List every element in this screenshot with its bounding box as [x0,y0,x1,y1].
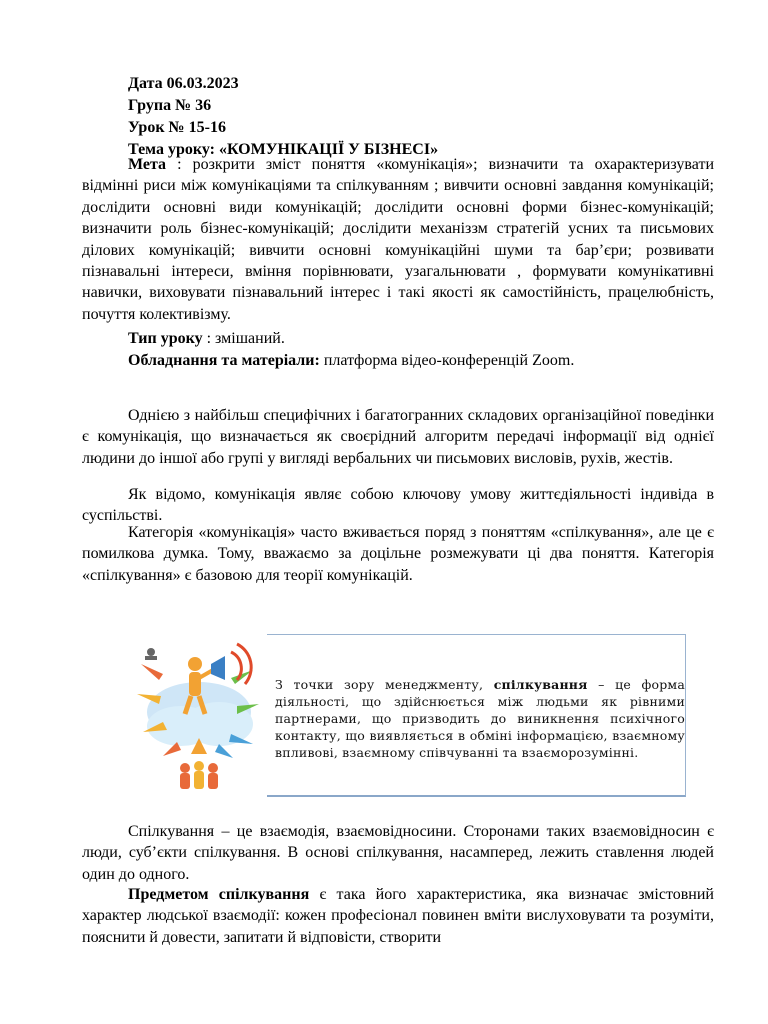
equipment-label: Обладнання та матеріали: [128,352,320,369]
goal-text: : розкрити зміст поняття «комунікація»; визначити та охарактеризувати відмінні риси між комунікаціями та спілкуванням ; вивчити основні завдання комунікацій; дослідити основні види комунікацій; дослідити основні форми бізнес-комунікацій; визначити роль бізнес-комунікацій; дослідити механіззм стратегій усних та письмових ділових комунікацій; вивчити основні комунікаційні шуми та бар’єри; розвивати пізнавальні інтереси, вміння порівнювати, узагальнювати , формувати комунікативні навички, виховувати пізнавальний інтерес і такі якості як самостійність, працелюбність, почуття колективізму. [82,156,714,323]
definition-text [275,676,685,761]
paragraph-subject [82,884,714,948]
goal-label: Мета [128,156,167,173]
lesson-date: Дата 06.03.2023 [128,75,239,92]
paragraph-key-condition: Як відомо, комунікація являє собою ключову умову життєдіяльності індивіда в суспільстві. [82,486,714,525]
group-number: Група № 36 [128,97,212,114]
lesson-type-label: Тип уроку [128,330,203,347]
lesson-type-line [128,328,285,350]
paragraph-category: Категорія «комунікація» часто вживається поряд з поняттям «спілкування», але це є помилкова думка. Тому, вважаємо за доцільне розмежувати ці два поняття. Категорія «спілкування» є базовою для теорії комунікацій. [82,524,714,584]
paragraph-communication-definition: Однією з найбільш специфічних і багатогранних складових організаційної поведінки є комунікація, що визначається як своєрідний алгоритм передачі інформації від однієї людини до іншої або групі у вигляді вербальних чи письмових висловів, рухів, жестів. [82,407,714,467]
subject-text: є така його характеристика, яка визначає змістовний характер людської взаємодії: кожен професіонал повинен вміти вислуховувати та розуміти, пояснити й довести, запитати й відповісти, створити [82,886,714,946]
definition-body: – це форма діяльності, що здійснюється між людьми як рівними партнерами, що призводить до виникнення психічного контакту, що виявляється в обміні інформацією, взаємному впливові, взаємному співчуванні та взаєморозумінні. [275,677,686,760]
equipment-value: платформа відео-конференцій Zoom. [319,352,575,369]
lesson-topic: Тема уроку: «КОМУНІКАЦІЇ У БІЗНЕСІ» [128,141,439,158]
subject-term: Предметом спілкування [128,886,310,903]
lesson-type-value: : змішаний. [202,330,285,347]
equipment-line [128,350,574,372]
definition-term: спілкування [493,677,588,692]
paragraph-interaction: Спілкування – це взаємодія, взаємовідносини. Сторонами таких взаємовідносин є люди, суб’єкти спілкування. В основі спілкування, насамперед, лежить ставлення людей один до одного. [82,823,714,883]
goal-paragraph [82,154,714,325]
lesson-number: Урок № 15-16 [128,119,226,136]
definition-prefix: З точки зору менеджменту, [275,677,494,692]
communication-illustration [133,634,265,796]
